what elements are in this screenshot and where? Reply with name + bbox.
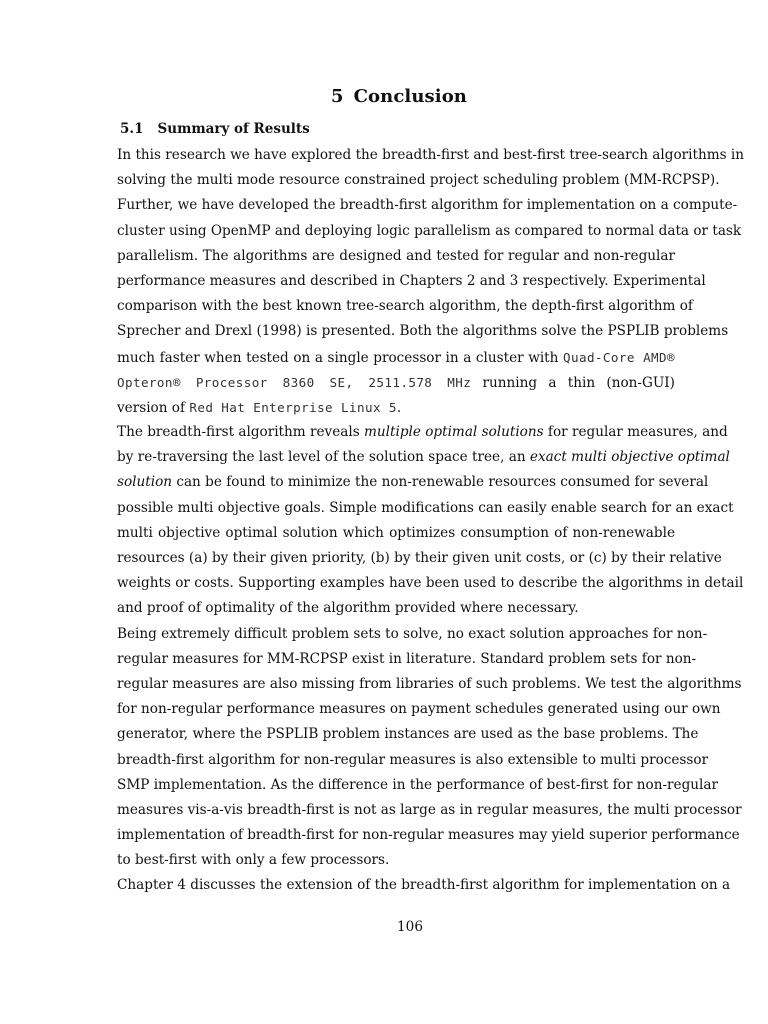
chapter-heading — [0, 86, 768, 107]
text-line — [117, 370, 675, 395]
section-number: 5.1 — [120, 121, 144, 137]
text-line: In this research we have explored the breadth-first and best-first tree-search algorithms in — [117, 147, 744, 163]
text-segment: for regular measures, and — [547, 424, 728, 441]
text-line: generator, where the PSPLIB problem instances are used as the base problems. The — [117, 726, 699, 743]
chapter-title-text: Conclusion — [353, 86, 467, 107]
paragraph-3 — [117, 622, 742, 874]
text-line: Chapter 4 discusses the extension of the breadth-first algorithm for implementation on a — [117, 877, 731, 894]
text-segment: running a thin (non-GUI) — [482, 374, 675, 391]
text-line: possible multi objective goals. Simple modifications can easily enable search for an exact — [117, 499, 734, 516]
text-line: for non-regular performance measures on payment schedules generated using our own — [117, 701, 721, 718]
chapter-number: 5 — [331, 86, 344, 107]
page-number: 106 — [397, 919, 423, 935]
text-line: performance measures and described in Chapters 2 and 3 respectively. Experimental — [117, 272, 706, 289]
paragraph-1 — [117, 143, 744, 420]
text-line: SMP implementation. As the difference in the performance of best-first for non-regular — [117, 776, 719, 793]
text-line: Sprecher and Drexl (1998) is presented. Both the algorithms solve the PSPLIB problems — [117, 323, 729, 340]
text-line — [117, 470, 709, 495]
text-line: cluster using OpenMP and deploying logic parallelism as compared to normal data or task — [117, 222, 742, 239]
text-line: implementation of breadth-first for non-regular measures may yield superior performance — [117, 827, 740, 844]
text-line: regular measures are also missing from libraries of such problems. We test the algorithms — [117, 675, 742, 692]
section-heading — [120, 121, 310, 137]
text-line: resources (a) by their given priority, (b) by their given unit costs, or (c) by their relative — [117, 550, 722, 566]
text-line: measures vis-a-vis breadth-first is not as large as in regular measures, the multi processor — [117, 801, 742, 818]
text-line — [117, 395, 675, 420]
text-segment: . — [396, 399, 402, 416]
text-segment: by re-traversing the last level of the solution space tree, an — [117, 449, 526, 466]
paragraph-2 — [117, 420, 744, 622]
cpu-model-text: Quad-Core AMD® — [563, 349, 676, 365]
cpu-spec-text: Opteron® Processor 8360 SE, 2511.578 MHz — [117, 374, 472, 390]
text-line: solving the multi mode resource constrained project scheduling problem (MM-RCPSP). — [117, 172, 720, 189]
text-line: parallelism. The algorithms are designed and tested for regular and non-regular — [117, 247, 675, 264]
text-line: regular measures for MM-RCPSP exist in literature. Standard problem sets for non- — [117, 650, 697, 667]
section-title-text: Summary of Results — [157, 121, 310, 137]
text-line — [117, 445, 730, 470]
text-line: multi objective optimal solution which optimizes consumption of non-renewable — [117, 524, 675, 541]
os-name-text: Red Hat Enterprise Linux 5 — [189, 399, 397, 415]
text-line: to best-first with only a few processors. — [117, 852, 390, 869]
text-line — [117, 420, 728, 445]
emphasis-text: solution — [117, 474, 173, 491]
text-segment: can be found to minimize the non-renewable resources consumed for several — [176, 474, 709, 491]
text-line: weights or costs. Supporting examples have been used to describe the algorithms in detail — [117, 575, 744, 592]
paragraph-4 — [117, 873, 731, 898]
text-line: comparison with the best known tree-search algorithm, the depth-first algorithm of — [117, 298, 693, 315]
body-text — [117, 143, 744, 899]
text-line: breadth-first algorithm for non-regular measures is also extensible to multi processor — [117, 751, 709, 768]
text-line: Being extremely difficult problem sets to solve, no exact solution approaches for non- — [117, 625, 708, 642]
emphasis-text: multiple optimal solutions — [364, 424, 544, 441]
text-segment: The breadth-first algorithm reveals — [117, 424, 360, 441]
text-line: and proof of optimality of the algorithm provided where necessary. — [117, 600, 579, 617]
text-line: Further, we have developed the breadth-first algorithm for implementation on a compute- — [117, 197, 738, 214]
text-line — [117, 345, 675, 370]
text-segment: much faster when tested on a single processor in a cluster with — [117, 349, 559, 366]
emphasis-text: exact multi objective optimal — [529, 449, 730, 466]
text-segment: version of — [117, 399, 186, 416]
